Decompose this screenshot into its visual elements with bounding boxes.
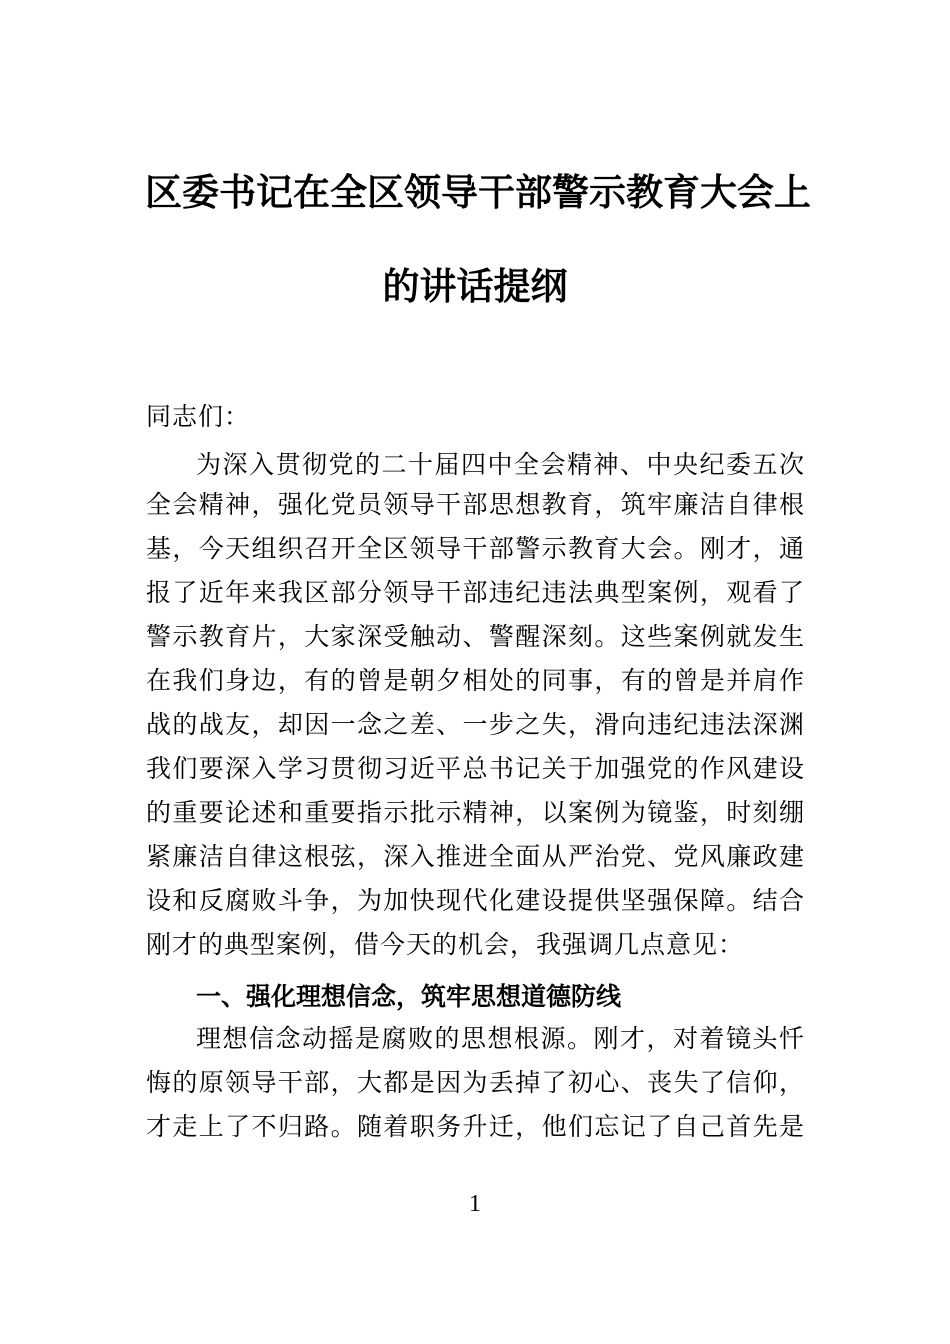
paragraph-line: 我们要深入学习贯彻习近平总书记关于加强党的作风建设 — [146, 754, 804, 783]
paragraph-line: 基，今天组织召开全区领导干部警示教育大会。刚才，通 — [146, 534, 804, 563]
paragraph-line: 警示教育片，大家深受触动、警醒深刻。这些案例就发生 — [146, 622, 804, 651]
salutation: 同志们： — [146, 402, 251, 431]
paragraph-line: 理想信念动摇是腐败的思想根源。刚才，对着镜头忏 — [196, 1024, 804, 1053]
document-title-line-1: 区委书记在全区领导干部警示教育大会上 — [145, 170, 811, 214]
paragraph-line: 报了近年来我区部分领导干部违纪违法典型案例，观看了 — [146, 578, 804, 607]
paragraph-line: 悔的原领导干部，大都是因为丢掉了初心、丧失了信仰， — [146, 1068, 804, 1097]
page-number: 1 — [469, 1191, 481, 1217]
document-title-line-2: 的讲话提纲 — [382, 264, 568, 308]
paragraph-line: 设和反腐败斗争，为加快现代化建设提供坚强保障。结合 — [146, 886, 804, 915]
paragraph-line: 战的战友，却因一念之差、一步之失，滑向违纪违法深渊 — [146, 710, 804, 739]
paragraph-line: 在我们身边，有的曾是朝夕相处的同事，有的曾是并肩作 — [146, 666, 804, 695]
paragraph-line: 的重要论述和重要指示批示精神，以案例为镜鉴，时刻绷 — [146, 798, 804, 827]
section-heading: 一、强化理想信念，筑牢思想道德防线 — [196, 982, 622, 1011]
paragraph-line: 刚才的典型案例，借今天的机会，我强调几点意见： — [146, 930, 745, 959]
paragraph-line: 紧廉洁自律这根弦，深入推进全面从严治党、党风廉政建 — [146, 842, 804, 871]
paragraph-line: 全会精神，强化党员领导干部思想教育，筑牢廉洁自律根 — [146, 490, 804, 519]
paragraph-line: 为深入贯彻党的二十届四中全会精神、中央纪委五次 — [196, 450, 804, 479]
paragraph-line: 才走上了不归路。随着职务升迁，他们忘记了自己首先是 — [146, 1112, 804, 1141]
